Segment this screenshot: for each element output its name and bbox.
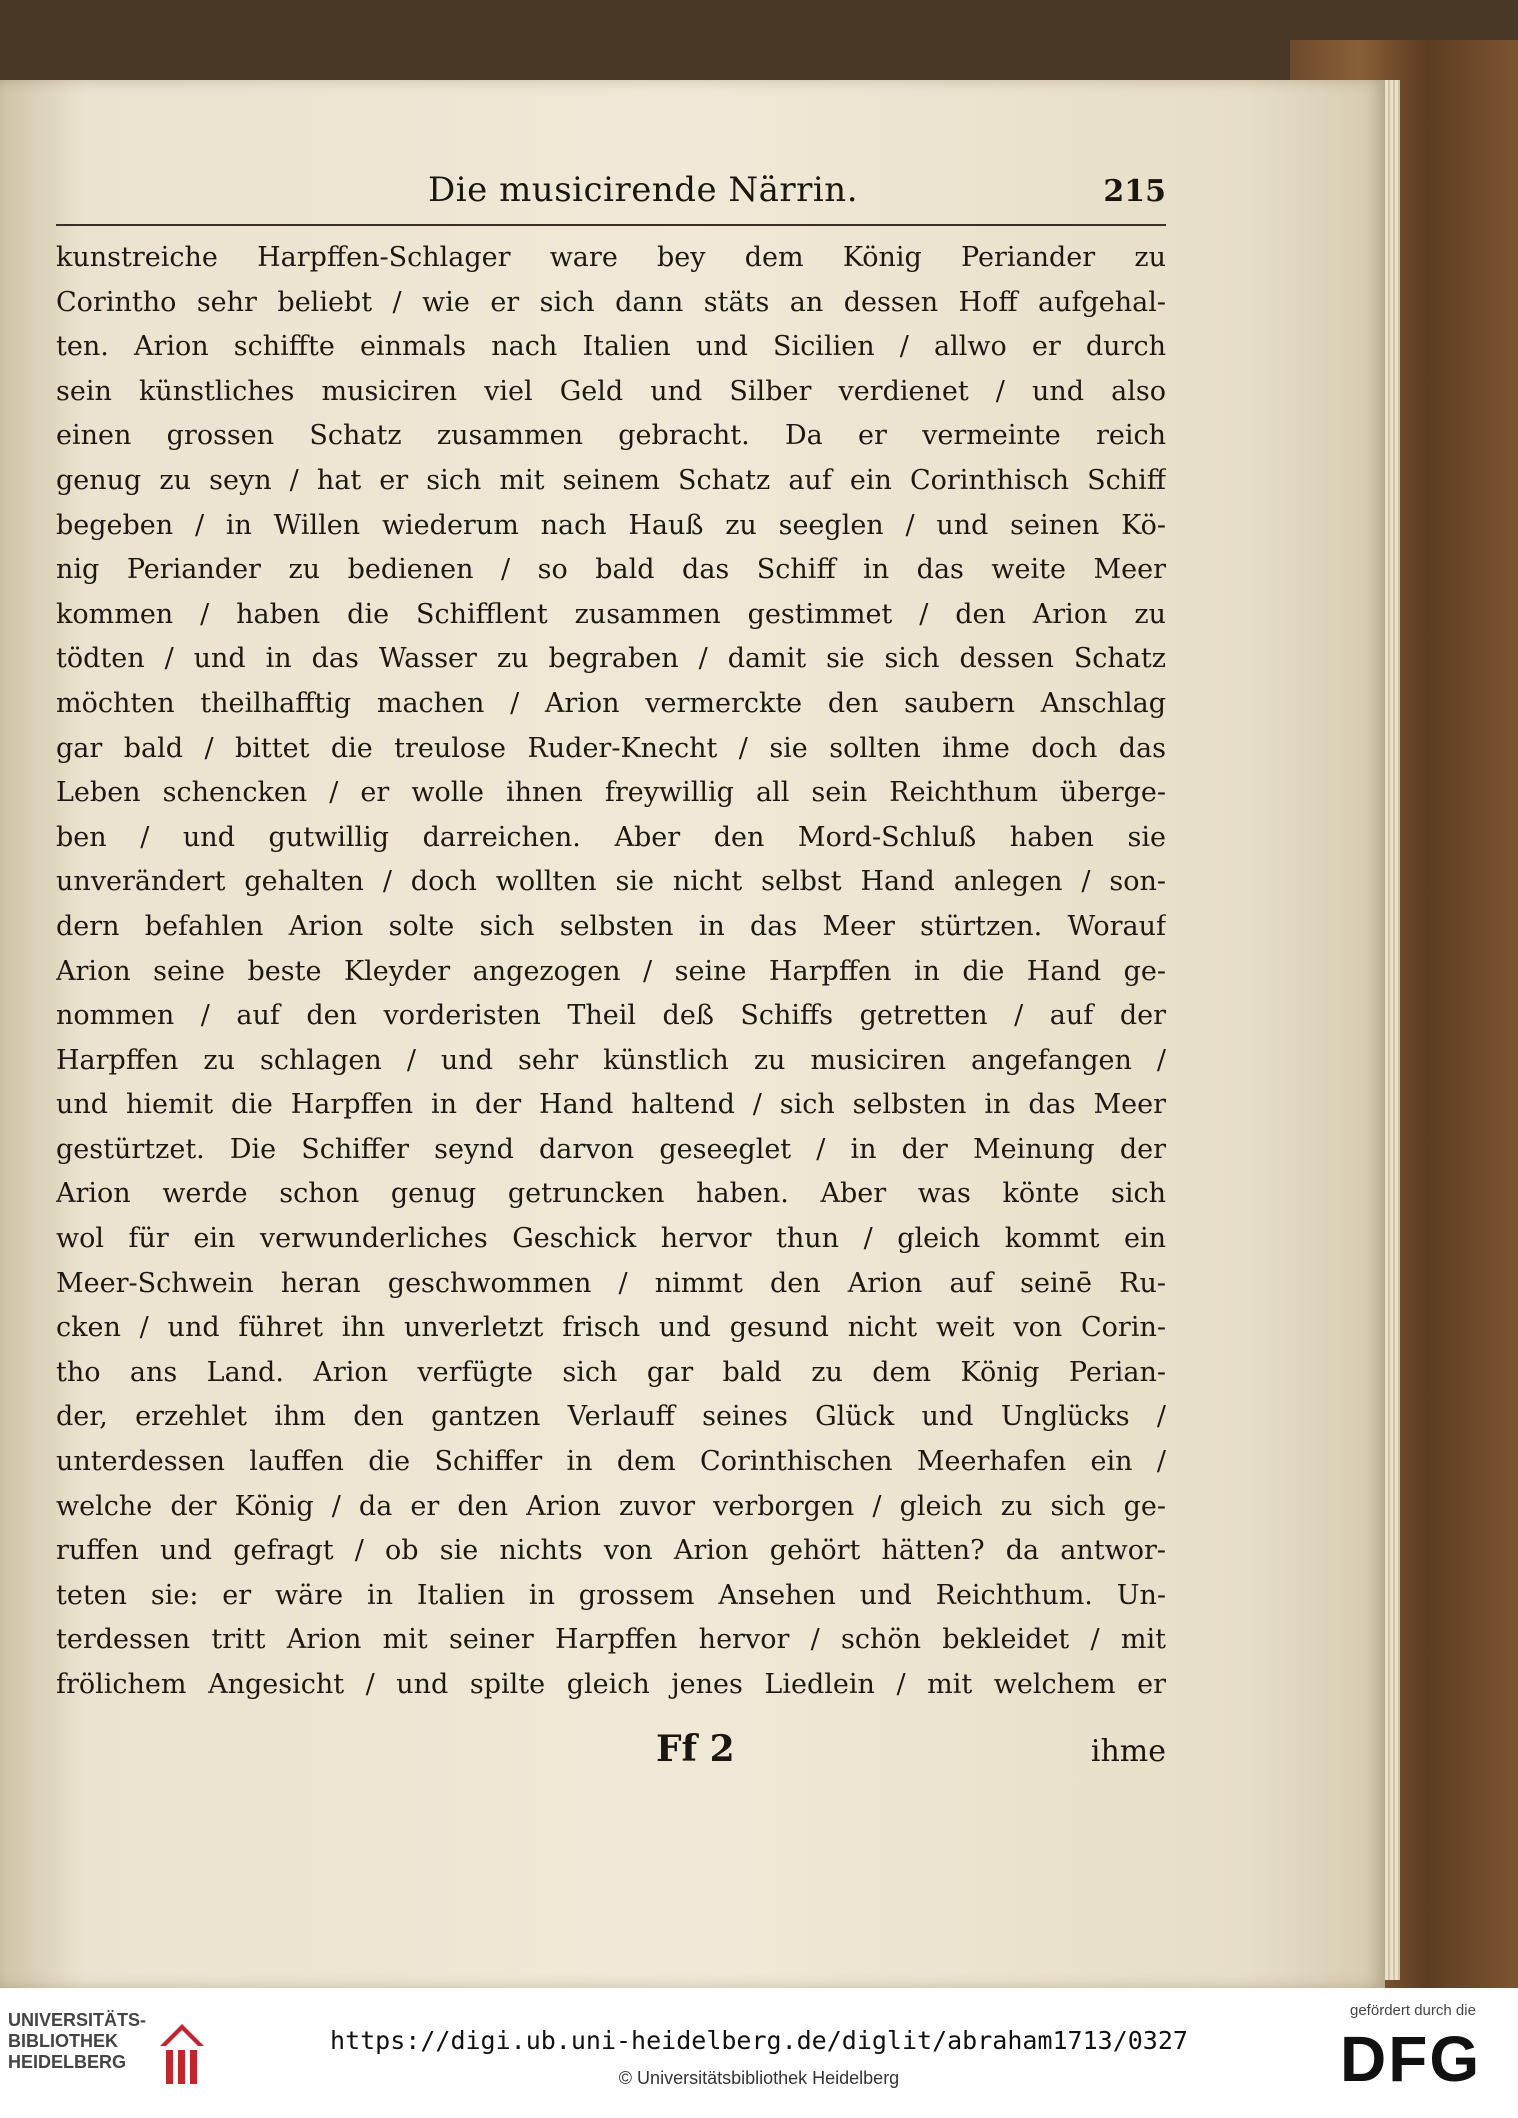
text-line: kunstreiche Harpffen-Schlager ware bey dem König Periander zu (56, 242, 1166, 273)
catchword: ihme (1090, 1734, 1166, 1769)
text-line: ruffen und gefragt / ob sie nichts von Arion gehört hätten? da antwor- (56, 1535, 1166, 1567)
text-line: einen grossen Schatz zusammen gebracht. Da er vermeinte reich (56, 420, 1166, 452)
page-footer (56, 1728, 1166, 1788)
text-line: ten. Arion schiffte einmals nach Italien und Sicilien / allwo er durch (56, 331, 1166, 363)
ub-logo-line: HEIDELBERG (8, 2052, 127, 2072)
text-line: Leben schencken / er wolle ihnen freywillig all sein Reichthum überge- (56, 777, 1166, 809)
text-line: unverändert gehalten / doch wollten sie nicht selbst Hand anlegen / son- (56, 866, 1166, 898)
signature-mark: Ff 2 (656, 1728, 735, 1770)
text-line: gar bald / bittet die treulose Ruder-Knecht / sie sollten ihme doch das (56, 732, 1166, 764)
page-number: 215 (1103, 174, 1166, 209)
text-line: begeben / in Willen wiederum nach Hauß zu seeglen / und seinen Kö- (56, 509, 1166, 541)
text-line: möchten theilhafftig machen / Arion vermerckte den saubern Anschlag (56, 687, 1166, 719)
text-line: der, erzehlet ihm den gantzen Verlauff seines Glück und Unglücks / (56, 1401, 1166, 1433)
text-line: wol für ein verwunderliches Geschick hervor thun / gleich kommt ein (56, 1223, 1166, 1255)
dfg-logo[interactable] (1338, 2002, 1508, 2106)
text-line: tho ans Land. Arion verfügte sich gar bald zu dem König Perian- (56, 1356, 1166, 1388)
page-header (56, 170, 1166, 230)
text-line: dern befahlen Arion solte sich selbsten in das Meer stürtzen. Worauf (56, 910, 1166, 942)
text-line: gestürtzet. Die Schiffer seynd darvon geseeglet / in der Meinung der (56, 1133, 1166, 1165)
header-rule (56, 224, 1166, 226)
text-line: ben / und gutwillig darreichen. Aber den Mord-Schluß haben sie (56, 821, 1166, 853)
viewer-footer-bar (0, 1988, 1518, 2118)
dfg-caption: gefördert durch die (1350, 2002, 1476, 2019)
text-line: und hiemit die Harpffen in der Hand haltend / sich selbsten in das Meer (56, 1089, 1166, 1121)
text-line: genug zu seyn / hat er sich mit seinem Schatz auf ein Corinthisch Schiff (56, 464, 1166, 496)
text-line: Arion seine beste Kleyder angezogen / seine Harpffen in die Hand ge- (56, 955, 1166, 987)
text-line: Meer-Schwein heran geschwommen / nimmt den Arion auf seinē Ru- (56, 1267, 1166, 1299)
text-line: nommen / auf den vorderisten Theil deß Schiffs getretten / auf der (56, 1000, 1166, 1032)
text-line: Corintho sehr beliebt / wie er sich dann stäts an dessen Hoff aufgehal- (56, 286, 1166, 318)
running-title: Die musicirende Närrin. (428, 170, 859, 210)
text-line: nig Periander zu bedienen / so bald das Schiff in das weite Meer (56, 554, 1166, 586)
ub-logo-line: BIBLIOTHEK (8, 2031, 118, 2051)
text-line: Harpffen zu schlagen / und sehr künstlich zu musiciren angefangen / (56, 1044, 1166, 1076)
text-line: cken / und führet ihn unverletzt frisch und gesund nicht weit von Corin- (56, 1312, 1166, 1344)
permalink-url[interactable]: https://digi.ub.uni-heidelberg.de/diglit/abraham1713/0327 (330, 2026, 1188, 2055)
copyright-notice: © Universitätsbibliothek Heidelberg (618, 2068, 900, 2088)
text-line: frölichem Angesicht / und spilte gleich jenes Liedlein / mit welchem er (56, 1669, 1166, 1700)
text-line: teten sie: er wäre in Italien in grossem Ansehen und Reichthum. Un- (56, 1579, 1166, 1611)
ub-logo-line: UNIVERSITÄTS- (8, 2010, 147, 2030)
text-line: kommen / haben die Schifflent zusammen gestimmet / den Arion zu (56, 598, 1166, 630)
text-line: sein künstliches musiciren viel Geld und Silber verdienet / und also (56, 375, 1166, 407)
text-line: unterdessen lauffen die Schiffer in dem Corinthischen Meerhafen ein / (56, 1446, 1166, 1478)
text-line: terdessen tritt Arion mit seiner Harpffen hervor / schön bekleidet / mit (56, 1624, 1166, 1656)
body-text (56, 236, 1166, 1708)
text-line: welche der König / da er den Arion zuvor verborgen / gleich zu sich ge- (56, 1490, 1166, 1522)
text-line: tödten / und in das Wasser zu begraben / damit sie sich dessen Schatz (56, 643, 1166, 675)
dfg-letters: DFG (1340, 2023, 1482, 2095)
text-line: Arion werde schon genug getruncken haben. Aber was könte sich (56, 1178, 1166, 1210)
